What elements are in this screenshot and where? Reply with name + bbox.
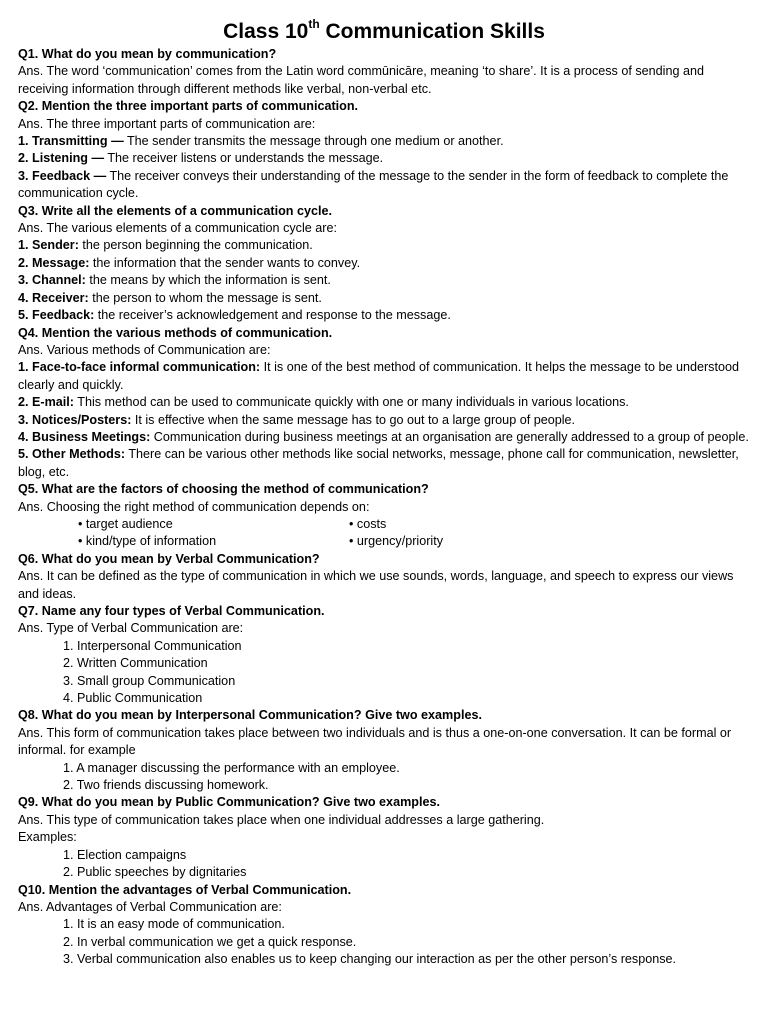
list-item (18, 359, 750, 394)
item-term: 4. Business Meetings: (18, 429, 151, 444)
page-title (18, 18, 750, 46)
question-2: Q2. Mention the three important parts of communication. (18, 99, 359, 114)
item-term: 2. E-mail: (18, 395, 74, 410)
list-item: 2. Public speeches by dignitaries (63, 865, 247, 880)
list-item (18, 168, 750, 203)
item-text: The receiver listens or understands the message. (104, 151, 384, 166)
list-item (18, 307, 750, 324)
title-superscript: th (308, 17, 320, 31)
item-text: the means by which the information is sent. (85, 273, 331, 288)
item-term: 3. Notices/Posters: (18, 412, 132, 427)
answer-2: Ans. The three important parts of communication are: (18, 116, 316, 131)
item-text: the information that the sender wants to convey. (89, 255, 361, 270)
answer-5: Ans. Choosing the right method of communication depends on: (18, 499, 370, 514)
answer-1: Ans. The word ‘communication’ comes from the Latin word commūnicāre, meaning ‘to share’. It is a process of sending and receiving information through different methods like verbal, non-verbal etc. (18, 64, 704, 96)
factor-bullets (18, 516, 750, 551)
question-9: Q9. What do you mean by Public Communication? Give two examples. (18, 795, 440, 810)
answer-8: Ans. This form of communication takes place between two individuals and is thus a one-on-one conversation. It can be formal or informal. for example (18, 725, 732, 758)
bullet-item: • urgency/priority (349, 534, 443, 549)
title-rest: Communication Skills (319, 20, 545, 43)
question-7: Q7. Name any four types of Verbal Communication. (18, 604, 325, 618)
item-term: 5. Other Methods: (18, 447, 126, 462)
item-text: The sender transmits the message through one medium or another. (123, 134, 504, 149)
list-item (18, 237, 750, 254)
list-item: 3. Small group Communication (63, 673, 236, 688)
answer-9: Ans. This type of communication takes place when one individual addresses a large gathering. (18, 812, 545, 827)
question-4: Q4. Mention the various methods of communication. (18, 325, 333, 340)
item-term: 2. Listening — (18, 151, 105, 166)
list-item (18, 133, 750, 150)
question-10: Q10. Mention the advantages of Verbal Communication. (18, 882, 352, 897)
question-1: Q1. What do you mean by communication? (18, 47, 277, 61)
answer-7: Ans. Type of Verbal Communication are: (18, 621, 244, 636)
answer-4: Ans. Various methods of Communication are: (18, 342, 271, 357)
list-item: 1. Election campaigns (63, 847, 187, 862)
list-item: 1. A manager discussing the performance with an employee. (63, 760, 400, 775)
item-term: 1. Face-to-face informal communication: (18, 360, 261, 375)
item-term: 5. Feedback: (18, 308, 95, 323)
question-6: Q6. What do you mean by Verbal Communication? (18, 551, 320, 566)
list-item: 1. Interpersonal Communication (63, 638, 242, 653)
list-item (18, 429, 750, 446)
examples-label: Examples: (18, 830, 77, 845)
item-text: The receiver conveys their understanding of the message to the sender in the form of feedback to complete the communication cycle. (18, 168, 729, 201)
item-term: 1. Sender: (18, 238, 79, 253)
answer-10: Ans. Advantages of Verbal Communication are: (18, 899, 282, 914)
item-term: 3. Feedback — (18, 168, 107, 183)
list-item: 2. In verbal communication we get a quick response. (63, 934, 357, 949)
answer-6: Ans. It can be defined as the type of communication in which we use sounds, words, language, and speech to express our views and ideas. (18, 569, 734, 601)
list-item (18, 255, 750, 272)
item-term: 3. Channel: (18, 273, 86, 288)
item-text: the person beginning the communication. (78, 238, 313, 253)
answer-3: Ans. The various elements of a communication cycle are: (18, 221, 337, 236)
list-item (18, 150, 750, 167)
item-term: 1. Transmitting — (18, 134, 124, 149)
item-text: It is one of the best method of communication. It helps the message to be understood clearly and quickly. (18, 360, 739, 392)
item-text: This method can be used to communicate quickly with one or many individuals in various locations. (74, 395, 629, 410)
item-term: 4. Receiver: (18, 290, 89, 305)
list-item (18, 290, 750, 307)
bullet-item: • target audience (78, 516, 173, 531)
question-5: Q5. What are the factors of choosing the method of communication? (18, 482, 429, 497)
question-3: Q3. Write all the elements of a communication cycle. (18, 203, 333, 218)
list-item (18, 394, 750, 411)
title-main: Class 10 (223, 20, 309, 43)
list-item: 2. Two friends discussing homework. (63, 778, 269, 793)
item-text: There can be various other methods like social networks, message, phone call for communication, newsletter, blog, etc. (18, 447, 739, 479)
list-item (18, 446, 750, 481)
item-text: It is effective when the same message has to go out to a large group of people. (131, 412, 576, 427)
bullet-item: • kind/type of information (78, 534, 217, 549)
list-item: 1. It is an easy mode of communication. (63, 917, 285, 932)
list-item: 3. Verbal communication also enables us to keep changing our interaction as per the other person’s response. (63, 952, 677, 967)
list-item: 4. Public Communication (63, 691, 203, 706)
item-text: the person to whom the message is sent. (88, 290, 322, 305)
question-8: Q8. What do you mean by Interpersonal Communication? Give two examples. (18, 708, 482, 723)
item-text: Communication during business meetings at an organisation are generally addressed to a group of people. (150, 429, 749, 444)
list-item (18, 412, 750, 429)
bullet-item: • costs (349, 516, 387, 531)
item-term: 2. Message: (18, 255, 90, 270)
item-text: the receiver’s acknowledgement and response to the message. (94, 308, 451, 323)
list-item (18, 272, 750, 289)
list-item: 2. Written Communication (63, 656, 208, 671)
